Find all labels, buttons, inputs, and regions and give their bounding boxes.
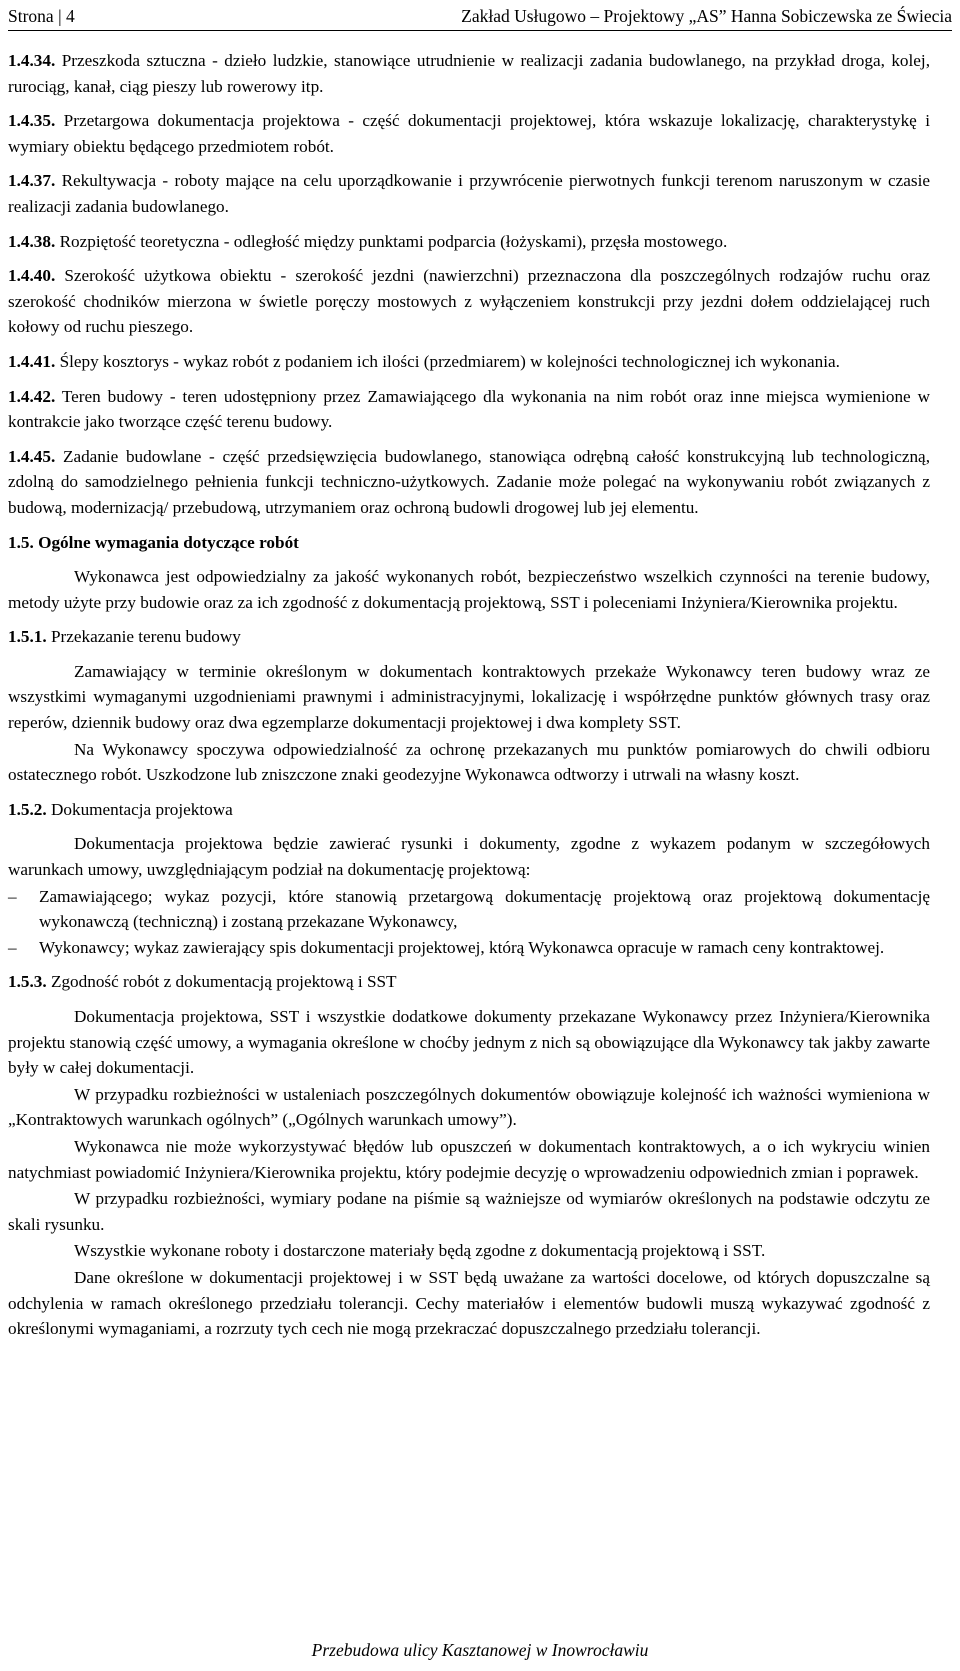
definition-1-4-42 [8,384,930,435]
section-heading-1-5-3 [8,969,930,995]
definition-number: 1.4.34. [8,51,56,70]
documentation-list [8,884,930,961]
definition-text: Zadanie budowlane - część przedsięwzięcia budowlanego, stanowiąca odrębną całość konstrukcyjną lub technologiczną, zdolną do samodzielnego pełnienia funkcji techniczno-użytkowych. Zadanie może polegać na wykonywaniu robót związanych z budową, modernizacją/ przebudową, utrzymaniem oraz ochroną budowli drogowej lub jej elementu. [8,446,930,517]
section-title: Ogólne wymagania dotyczące robót [33,532,299,552]
definition-number: 1.4.35. [8,111,56,131]
section-title: Zgodność robót z dokumentacją projektową i SST [46,972,397,992]
page-number: 4 [65,6,75,26]
company-name: Zakład Usługowo – Projektowy „AS” Hanna Sobiczewska ze Świecia [461,6,952,26]
page-number-label [8,6,75,27]
section-title: Przekazanie terenu budowy [46,627,241,647]
definition-text: Rekultywacja - roboty mające na celu uporządkowanie i przywrócenie pierwotnych funkcji terenom naruszonym w czasie realizacji zadania budowlanego. [8,171,930,216]
section-1-5-1-paragraph-2: Na Wykonawcy spoczywa odpowiedzialność za ochronę przekazanych mu punktów pomiarowych do chwili odbioru ostatecznego robót. Uszkodzone lub zniszczone znaki geodezyjne Wykonawca odtworzy i utrwali na własny koszt. [8,739,930,785]
section-heading-1-5 [8,530,930,556]
dash-bullet: – [8,937,17,957]
definition-1-4-45 [8,444,930,521]
section-1-5-3-paragraph-3: Wykonawca nie może wykorzystywać błędów lub opuszczeń w dokumentach kontraktowych, a o ich wykryciu winien natychmiast powiadomić Inżyniera/Kierownika projektu, który podejmie decyzję o wprowadzeniu odpowiednich zmian i poprawek. [8,1136,930,1182]
page-footer: Przebudowa ulicy Kasztanowej w Inowrocławiu [311,1640,649,1660]
page-label: Strona [8,6,54,26]
section-1-5-3-paragraph-2: W przypadku rozbieżności w ustaleniach poszczególnych dokumentów obowiązuje kolejność ich ważności wymieniona w „Kontraktowych warunkach ogólnych” („Ogólnych warunkach umowy”). [8,1084,930,1130]
definition-number: 1.4.42. [8,386,56,406]
definition-1-4-41 [8,349,930,375]
definition-text: Szerokość użytkowa obiektu - szerokość jezdni (nawierzchni) przeznaczona dla poszczególnych rodzajów ruchu oraz szerokość chodników mierzona w świetle poręczy mostowych z wyłączeniem konstrukcji przy jezdni dołem oddzielającej ruch kołowy od ruchu pieszego. [8,266,930,337]
definition-number: 1.4.37. [8,171,56,191]
section-1-5-2-paragraph: Dokumentacja projektowa będzie zawierać rysunki i dokumenty, zgodne z wykazem podanym w szczegółowych warunkach umowy, uwzględniającym podział na dokumentację projektową: [8,834,930,880]
definition-number: 1.4.38. [8,231,56,251]
list-item-text: Wykonawcy; wykaz zawierający spis dokumentacji projektowej, którą Wykonawca opracuje w ramach ceny kontraktowej. [39,937,885,957]
document-body [8,48,930,1343]
page-separator: | [58,6,62,26]
section-number: 1.5.3. [8,972,47,992]
section-heading-1-5-1 [8,624,930,650]
section-1-5-3-paragraph-5: Wszystkie wykonane roboty i dostarczone materiały będą zgodne z dokumentacją projektową i SST. [74,1241,766,1261]
definition-number: 1.4.40. [8,266,56,286]
section-heading-1-5-2 [8,797,930,823]
list-item [8,935,930,961]
definition-number: 1.4.41. [8,351,56,371]
list-item [8,884,930,935]
definition-1-4-35 [8,108,930,159]
section-number: 1.5. [8,532,34,552]
section-1-5-3-paragraph-4: W przypadku rozbieżności, wymiary podane na piśmie są ważniejsze od wymiarów określonych na podstawie odczytu ze skali rysunku. [8,1189,930,1234]
definition-text: Ślepy kosztorys - wykaz robót z podaniem ich ilości (przedmiarem) w kolejności technologicznej ich wykonania. [55,351,840,371]
definition-1-4-38 [8,229,930,255]
definition-1-4-40 [8,263,930,340]
section-1-5-paragraph: Wykonawca jest odpowiedzialny za jakość wykonanych robót, bezpieczeństwo wszelkich czynności na terenie budowy, metody użyte przy budowie oraz za ich zgodność z dokumentacją projektową, SST i poleceniami Inżyniera/Kierownika projektu. [8,567,930,612]
section-1-5-3-paragraph-1: Dokumentacja projektowa, SST i wszystkie dodatkowe dokumenty przekazane Wykonawcy przez Inżyniera/Kierownika projektu stanowią część umowy, a wymagania określone w choćby jednym z nich są obowiązujące dla Wykonawcy tak jakby zawarte były w całej dokumentacji. [8,1007,930,1078]
definition-text: Rozpiętość teoretyczna - odległość między punktami podparcia (łożyskami), przęsła mostowego. [55,231,728,251]
section-number: 1.5.1. [8,627,47,647]
list-item-text: Zamawiającego; wykaz pozycji, które stanowią przetargową dokumentację projektową oraz projektową dokumentację wykonawczą (techniczną) i zostaną przekazane Wykonawcy, [39,886,930,932]
section-1-5-1-paragraph-1: Zamawiający w terminie określonym w dokumentach kontraktowych przekaże Wykonawcy teren budowy wraz ze wszystkimi wymaganymi uzgodnieniami prawnymi i administracyjnymi, lokalizację i współrzędne punktów głównych trasy oraz reperów, dziennik budowy oraz dwa egzemplarze dokumentacji projektowej i dwa komplety SST. [8,661,930,733]
page-header [8,6,952,31]
section-number: 1.5.2. [8,799,47,819]
definition-1-4-37 [8,168,930,219]
definition-text: Teren budowy - teren udostępniony przez Zamawiającego dla wykonania na nim robót oraz inne miejsca wymienione w kontrakcie jako tworzące część terenu budowy. [8,386,930,432]
section-title: Dokumentacja projektowa [46,799,233,819]
definition-text: Przeszkoda sztuczna - dzieło ludzkie, stanowiące utrudnienie w realizacji zadania budowlanego, na przykład droga, kolej, rurociąg, kanał, ciąg pieszy lub rowerowy itp. [8,51,930,96]
definition-number: 1.4.45. [8,446,56,466]
section-1-5-3-paragraph-6: Dane określone w dokumentacji projektowej i w SST będą uważane za wartości docelowe, od których dopuszczalne są odchylenia w ramach określonego przedziału tolerancji. Cechy materiałów i elementów budowli muszą wykazywać zgodność z określonymi wymaganiami, a rozrzuty tych cech nie mogą przekraczać dopuszczalnego przedziału tolerancji. [8,1267,930,1339]
definition-text: Przetargowa dokumentacja projektowa - część dokumentacji projektowej, która wskazuje lokalizację, charakterystykę i wymiary obiektu będącego przedmiotem robót. [8,111,930,156]
definition-1-4-34 [8,48,930,99]
dash-bullet: – [8,886,17,906]
